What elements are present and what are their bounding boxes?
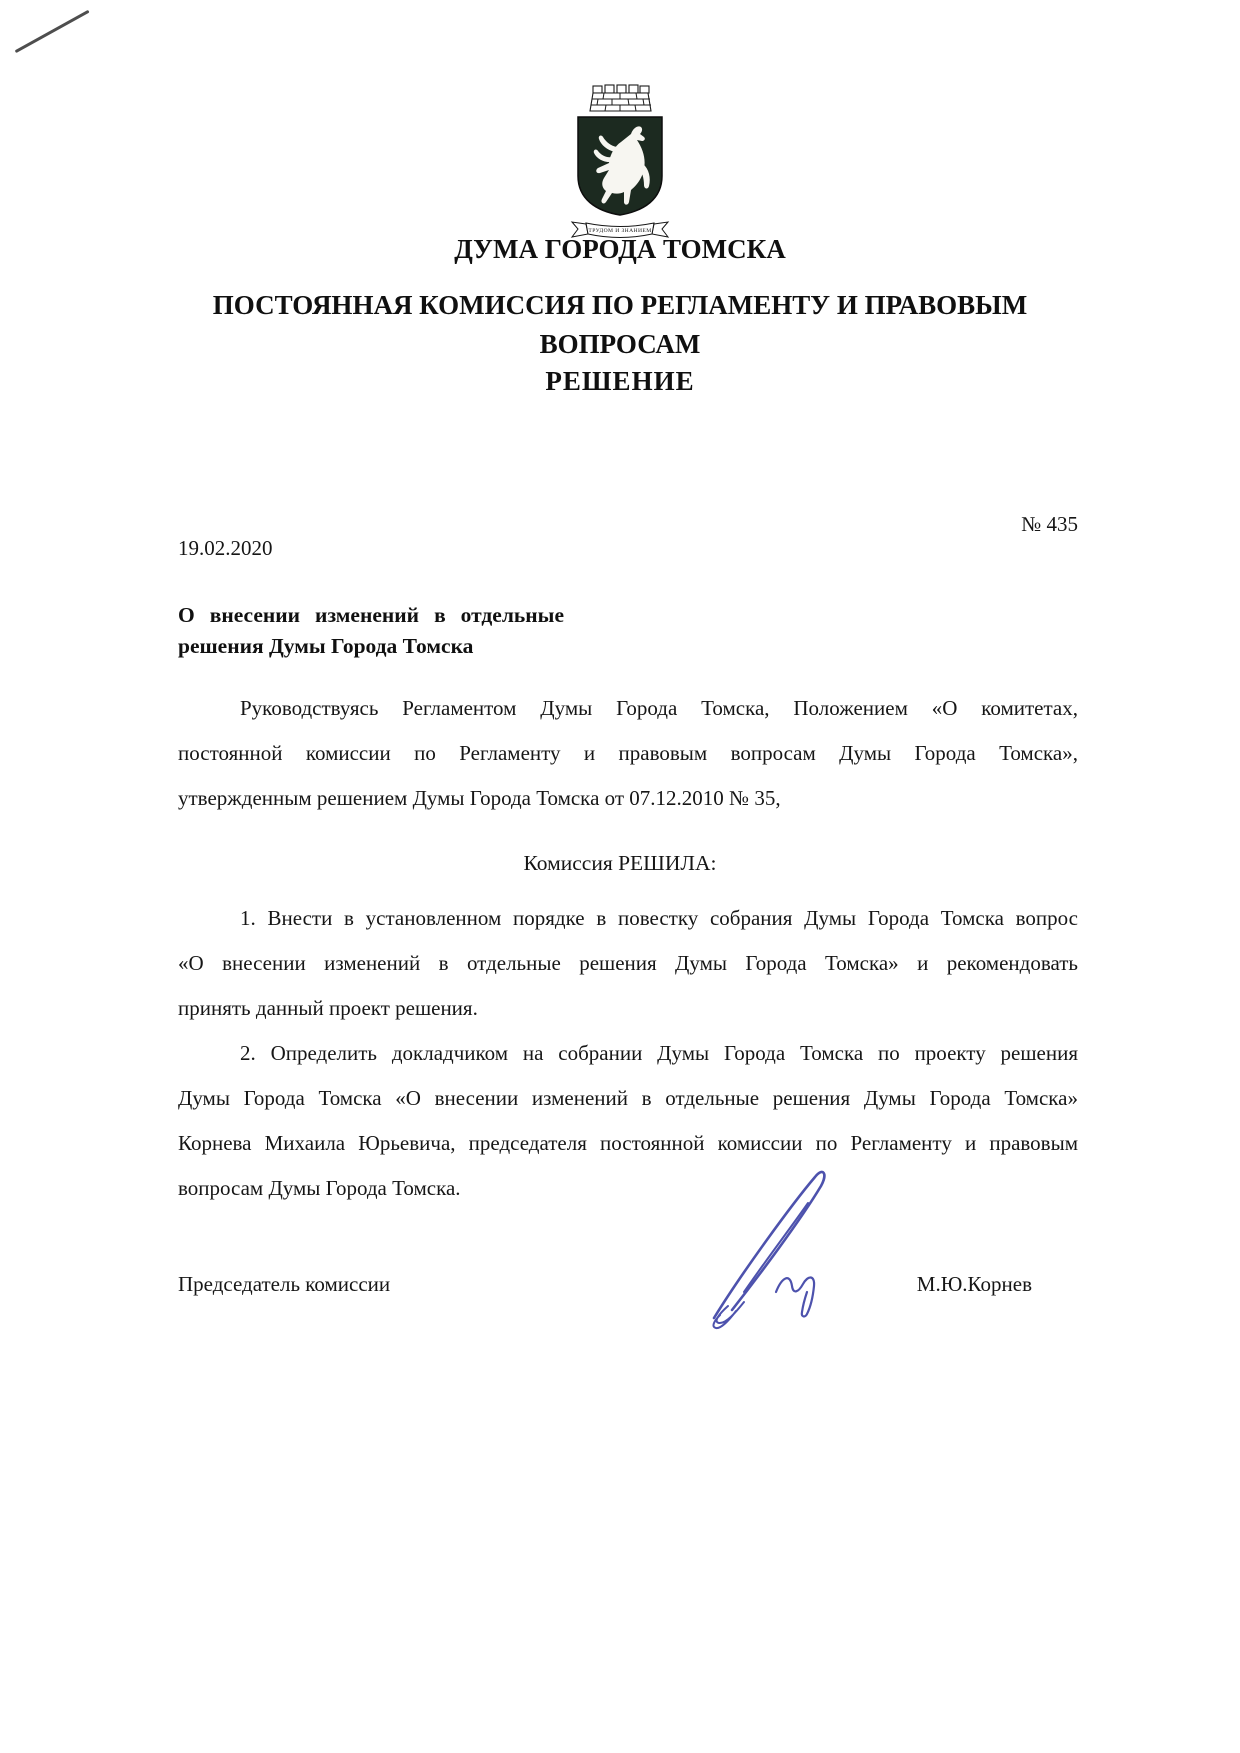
paragraph-line: 1. Внести в установленном порядке в повестку собрания Думы Города Томска вопрос [240, 906, 1078, 930]
doc-date: 19.02.2020 [178, 536, 273, 560]
paragraph-line: Корнева Михаила Юрьевича, председателя постоянной комиссии по Регламенту и правовым [178, 1131, 1078, 1155]
shield-icon [575, 114, 665, 218]
commission-title [0, 286, 1240, 364]
tomsk-coat-of-arms [564, 84, 676, 242]
commission-title-line1: ПОСТОЯННАЯ КОМИССИЯ ПО РЕГЛАМЕНТУ И ПРАВОВЫМ [212, 290, 1028, 320]
signer-title: Председатель комиссии [178, 1272, 391, 1296]
paragraph-line: Руководствуясь Регламентом Думы Города Томска, Положением «О комитетах, [240, 696, 1078, 720]
commission-title-line2: ВОПРОСАМ [539, 329, 701, 359]
paragraph-line: «О внесении изменений в отдельные решения Думы Города Томска» и рекомендовать [178, 951, 1078, 975]
paragraph-line: утвержденным решением Думы Города Томска от 07.12.2010 № 35, [178, 786, 781, 810]
paragraph-line: 2. Определить докладчиком на собрании Думы Города Томска по проекту решения [240, 1041, 1078, 1065]
paragraph-line: принять данный проект решения. [178, 996, 478, 1020]
pen-mark [15, 10, 90, 53]
motto-text: ТРУДОМ И ЗНАНИЕМ [588, 228, 652, 234]
subject-line2: решения Думы Города Томска [178, 634, 474, 658]
paragraph-preamble [178, 686, 1078, 821]
signature-icon [696, 1158, 846, 1330]
signature-row [178, 1270, 1078, 1298]
paragraph-line: вопросам Думы Города Томска. [178, 1176, 461, 1200]
subject-line1: О внесении изменений в отдельные [178, 603, 564, 627]
paragraph-line: Думы Города Томска «О внесении изменений в отдельные решения Думы Города Томска» [178, 1086, 1078, 1110]
mural-crown-icon [586, 84, 654, 113]
paragraph-items [178, 896, 1078, 1211]
organization-title: ДУМА ГОРОДА ТОМСКА [454, 234, 786, 264]
paragraph-line: постоянной комиссии по Регламенту и правовым вопросам Думы Города Томска», [178, 741, 1078, 765]
doc-type-title: РЕШЕНИЕ [545, 366, 695, 396]
signer-name: М.Ю.Корнев [916, 1272, 1032, 1296]
resolution-heading: Комиссия РЕШИЛА: [523, 851, 717, 875]
doc-number: № 435 [1021, 512, 1078, 536]
subject-block [178, 600, 564, 662]
